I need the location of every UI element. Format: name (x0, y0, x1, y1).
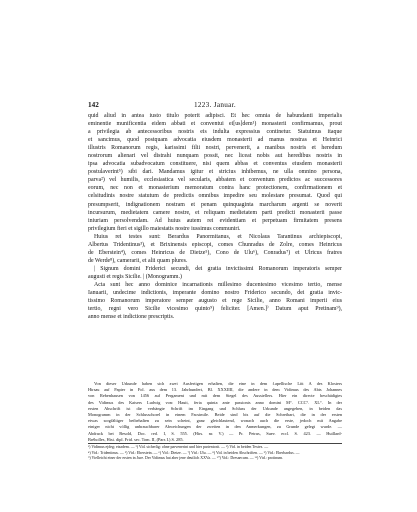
note-line: Abdruck bei Besold, Doc. red. I, S. 555. (Hirs. nr. V.) — Pr. Petrus, Suev. eccl. S. 423. — Huillard- (88, 430, 342, 436)
note-line: Hirsau auf Papier in Fol. aus dem 13. Jahrhundert, Bl. XXXIIII, die andere in dem Vidimus des Abts Johannes (88, 387, 342, 393)
page-header (88, 101, 342, 110)
text-line: incursurum, medietatem camere nostre, et reliquam medietatem parti predicti monasterii passe (88, 209, 342, 216)
text-line: parva²) vel humilis, ecclesiastica vel secularis, abbatem et conventum predictos ac successores (88, 177, 342, 184)
footnote-text: — ²) Vid. sicherlig: ohne parvenerint und hier parientorit. — ³) Vid. in beiden Textes. — (130, 445, 269, 449)
text-line: de Eberstein⁴), comes Heinricus de Dietze⁵), Cono de Ulu⁶), Conradus⁷) et Ulricus fratres (88, 249, 342, 256)
acta-paragraph (88, 281, 342, 321)
footnote-text: — ⁵) Vid.: Eberstein. — ⁶) Vid.: Dietze. — ⁷) Vid.: Ulu. — ⁸) Vid. in beiden Abschriften. — ⁹) Vid.: Eberhardus. — (119, 450, 300, 455)
text-line: quid aliud in antea iusto titulo poterit adipisci. Et hec omnia de habundanti imperialis (88, 113, 342, 119)
footnote-text: Der Vidimus hat aber jene deutlich XXVa. — ¹⁰) Vid.: Dresaecum. — ¹¹) Vid.: protinum. (145, 456, 284, 460)
note-line: einiger nicht völlig unbrauchbarer Abweichungen der zweiten in den Anmerkungen, zu Grunde gelegt wurde. — (88, 424, 342, 430)
footnote-text: ⁴) Vid.: Tridentinus. (88, 450, 119, 455)
note-line: etwas sorgfältiger beibehalten zu sein scheint, ganz gleichlautend, wonach auch die erste, jedoch mit Angabe (88, 418, 342, 424)
text-line: postulaverint⁵) sibi dari. Mandamus igitur et stricius inhibemus, ne ulla omnino persona, (88, 169, 342, 176)
text-line: iniuriam persolvendam. Ad huius autem rei evidentiam et perpetuam firmitatem presens (88, 217, 342, 224)
text-line: nostrorum alienari vel distrahi nunquam possit, nec liceat nobis aut heredibus nostris in (88, 153, 342, 160)
text-line: eminentie munificentia eidem abbati et conventui ei[us]dem¹) monasterii confirmamus, prout (88, 121, 342, 128)
text-line: | Signum domini Friderici secundi, dei gratia invictissimi Romanorum imperatoris semper (94, 265, 342, 272)
note-line: Von dieser Urkunde haben sich zwei Ausfertigen erhalten, die eine in dem f.apellische Litt A des Klosters (94, 381, 342, 386)
running-title: 1223. Januar. (194, 101, 237, 109)
text-line: Albertus Tridentinus³), et Brixinensis episcopi, comes Chunradus de Zolre, comes Heinricus (88, 241, 342, 248)
footnote-divider (88, 443, 342, 444)
signum-paragraph (88, 265, 342, 281)
text-line: presumpserit, indignationem nostram et penam quinquaginta marcharum argenti se noverit (88, 201, 342, 208)
main-paragraph (88, 112, 342, 233)
note-line: ersten Abschrift ist die verhängte Schrift im Eingang und Schluss der Urkunde angegeben, in beiden das (88, 405, 342, 411)
text-line: et sancimus, quod postquam advocatia eiusdem monasterii ad manus nostras et Heinrici (88, 137, 342, 144)
text-line: Huius rei testes sunt: Berardus Panormitanus, et Nicolaus Tarantinus archiepiscopi, (94, 233, 342, 240)
text-line: privilegium fieri et sigillo maiestatis nostre iussimus communiri. (88, 225, 241, 232)
editorial-notes (88, 381, 342, 443)
witness-paragraph (88, 233, 342, 265)
footnote-text: ⁹) Vielleicht einer der ersten in Jure. (88, 456, 145, 460)
text-line: tertio, regni vero Sicilie vicesimo quinto⁹) feliciter. [Amen.]⁾ Datum aput Pretinam⁹), (88, 306, 342, 313)
text-line: tissimo Romanorum imperatore semper augusto et rege Sicilie, anno Romani imperii eius (88, 298, 342, 305)
note-line: von Rebenhausen von 1456 auf Pergament und mit dem Siegel des Ausstellers. Hier ein directe beschädigtes (88, 393, 342, 399)
text-line: de Werde⁸), camerarii, et alii quam plures. (88, 257, 188, 264)
footnote-line (88, 456, 342, 462)
charter-text (88, 112, 342, 321)
footnote-text: ¹) Vidimus ejdeg; eisadem. (88, 445, 130, 449)
page-number: 142 (88, 101, 99, 109)
text-line: anno mense et indictione prescriptis. (88, 314, 175, 321)
text-line: illustris Romanorum regis, karissimi filii nostri, pervenerit, a manibus nostris et heredum (88, 145, 342, 152)
note-line: des Vidimus des Kaisers Ludwig von: Hauit, feria quinta ante passionis anno domini M°. CCC°. XL°. In der (88, 399, 342, 405)
text-line: Acta sunt hec anno dominice incarnationis millesimo ducentesimo vicesimo tertio, mense (94, 281, 342, 288)
text-line: augusti et regis Sicilie. | (Monogramm.) (88, 273, 182, 280)
text-line: ipsa advocatia subadvocatum constituere, nisi quem abbas et conventus eiusdem monasterii (88, 161, 342, 168)
text-line: eorum, nec non et monasterium memoratum contra hanc protectionem, confirmationem et (88, 185, 342, 192)
note-line: Monogramm in der Schlusschorel in einem Facsimile. Beide sind bis auf die Schreibart, die in der ersten (88, 411, 342, 417)
text-line: a privilegia ab antecessoribus nostris eis indulta expressius continetur. Statuimus itaque (88, 129, 342, 136)
note-line: Bréholles, Hist. dipl. Frid. sec. Tom. II, (Pars I.) S. 285. (88, 436, 184, 442)
footnotes (88, 445, 342, 462)
text-line: celsitudinis nostre statutum de predictis omnibus impedire seu molestare presumat. Quod qui (88, 193, 342, 200)
text-line: Ianuarii, undecime indictionis, imperante domino nostro Friderico secundo, dei gratia invic- (88, 290, 342, 297)
